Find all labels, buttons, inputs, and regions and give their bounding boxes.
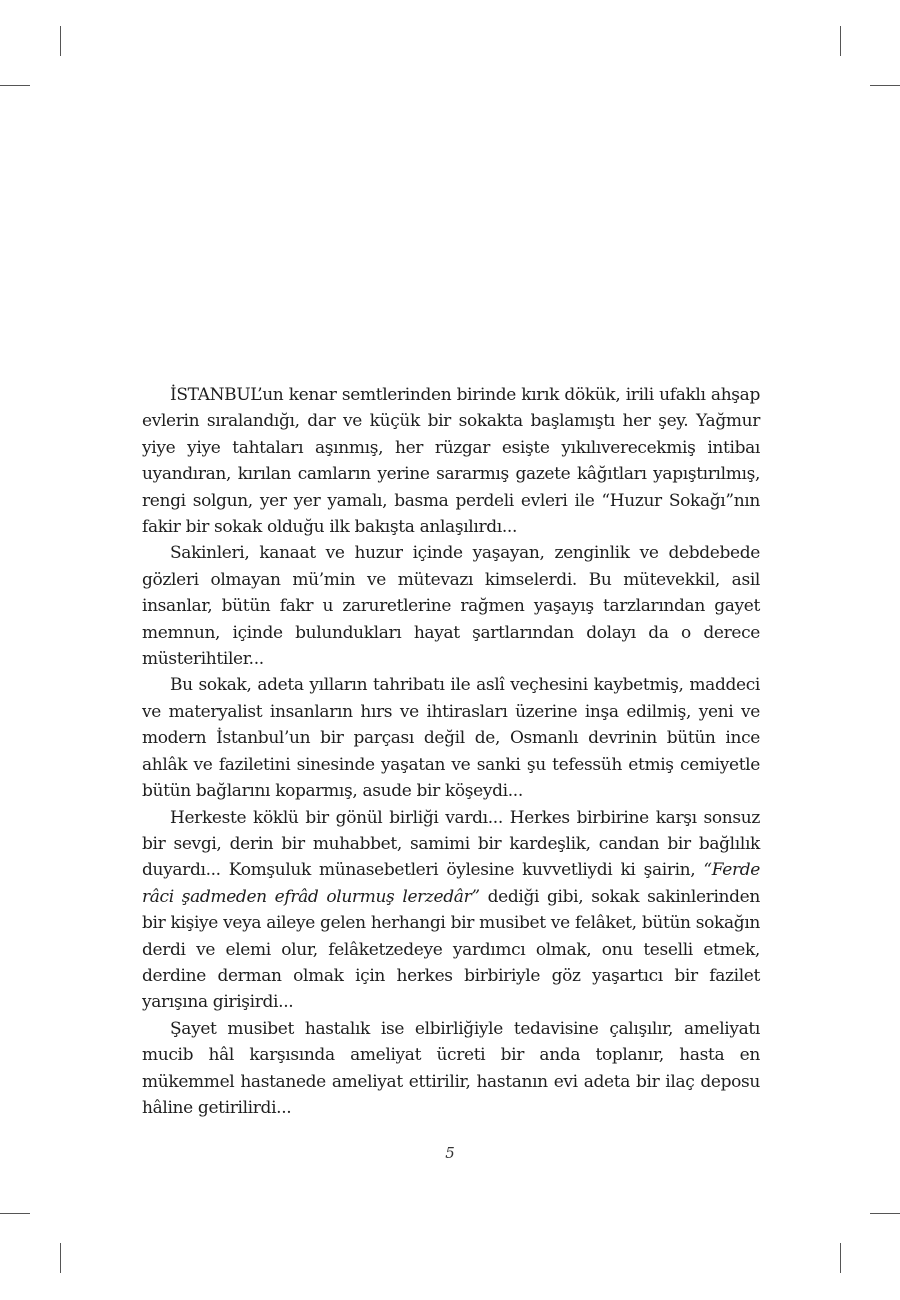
crop-mark-top-right [840, 26, 841, 56]
paragraph-5: Şayet musibet hastalık ise elbirliğiyle tedavisine çalışılır, ameliyatı mucib hâl karşısında ameliyat ücreti bir anda toplanır, hasta en mükemmel hastanede ameliyat ettirilir, hastanın evi adeta bir ilaç deposu hâline getirilirdi... [142, 1018, 760, 1118]
crop-mark-top-left [60, 26, 61, 56]
crop-mark-bottom-left [60, 1243, 61, 1273]
crop-mark-top-right-horizontal [870, 85, 900, 86]
crop-mark-bottom-left-horizontal [0, 1213, 30, 1214]
crop-mark-top-left-horizontal [0, 85, 30, 86]
paragraph-4-start: Herkeste köklü bir gönül birliği vardı... Herkes birbirine karşı sonsuz bir sevgi, derin bir muhabbet, samimi bir kardeşlik, candan bir bağlılık duyardı... Komşuluk münasebetleri öylesine kuvvetliydi ki şairin, [142, 807, 760, 881]
paragraph-4-end: dediği gibi, sokak sakinlerinden bir kişiye veya aileye gelen herhangi bir musibet ve felâket, bütün sokağın derdi ve elemi olur, felâketzedeye yardımcı olmak, onu teselli etmek, derdine derman olmak için herkes birbiriyle göz yaşartıcı bir fazilet yarışına girişirdi... [142, 886, 760, 1013]
paragraph-3: Bu sokak, adeta yılların tahribatı ile aslî veçhesini kaybetmiş, maddeci ve materyalist insanların hırs ve ihtirasları üzerine inşa edilmiş, yeni ve modern İstanbul’un bir parçası değil de, Osmanlı devrinin bütün ince ahlâk ve faziletini sinesinde yaşatan ve sanki şu tefessüh etmiş cemiyetle bütün bağlarını koparmış, asude bir köşeydi... [142, 675, 760, 802]
paragraph-2: Sakinleri, kanaat ve huzur içinde yaşayan, zenginlik ve debdebede gözleri olmayan mü’min ve mütevazı kimselerdi. Bu mütevekkil, asil insanlar, bütün fakr u zaruretlerine rağmen yaşayış tarzlarından gayet memnun, içinde bulundukları hayat şartlarından dolayı da o derece müsterihtiler... [142, 543, 760, 670]
paragraph-1: İSTANBUL’un kenar semtlerinden birinde kırık dökük, irili ufaklı ahşap evlerin sıralandığı, dar ve küçük bir sokakta başlamıştı her şey. Yağmur yiye yiye tahtaları aşınmış, her rüzgar esişte yıkılıverecekmiş intibaı uyandıran, kırılan camların yerine sararmış gazete kâğıtları yapıştırılmış, rengi solgun, yer yer yamalı, basma perdeli evleri ile “Huzur Sokağı”nın fakir bir sokak olduğu ilk bakışta anlaşılırdı... [142, 385, 760, 538]
page-number: 5 [445, 1144, 455, 1162]
crop-mark-bottom-right [840, 1243, 841, 1273]
body-text [142, 382, 760, 1121]
poem-quote: “Ferde râci şadmeden efrâd olurmuş lerzedâr” [142, 860, 760, 907]
crop-mark-bottom-right-horizontal [870, 1213, 900, 1214]
paragraph-4 [142, 805, 760, 1016]
